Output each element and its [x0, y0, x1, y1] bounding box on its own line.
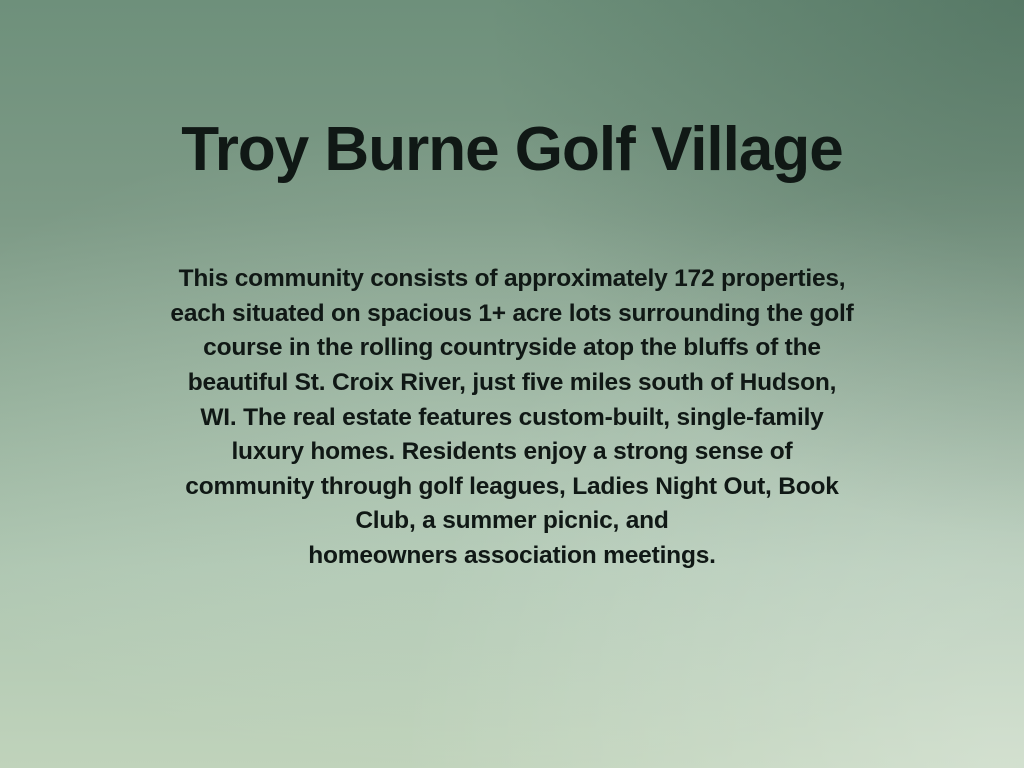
body-line: each situated on spacious 1+ acre lots surrounding the golf — [170, 299, 854, 327]
body-line: beautiful St. Croix River, just five miles south of Hudson, — [187, 368, 837, 396]
body-line: This community consists of approximately 172 properties, — [178, 265, 846, 293]
body-line: community through golf leagues, Ladies Night Out, Book — [185, 472, 839, 500]
body-line: WI. The real estate features custom-built, single-family — [200, 403, 824, 431]
body-line: course in the rolling countryside atop the bluffs of the — [203, 334, 821, 362]
slide-body-paragraph — [102, 262, 922, 573]
body-line: homeowners association meetings. — [308, 541, 716, 569]
body-line: luxury homes. Residents enjoy a strong sense of — [231, 438, 793, 466]
slide-title: Troy Burne Golf Village — [181, 115, 843, 184]
body-line: Club, a summer picnic, and — [355, 507, 669, 535]
